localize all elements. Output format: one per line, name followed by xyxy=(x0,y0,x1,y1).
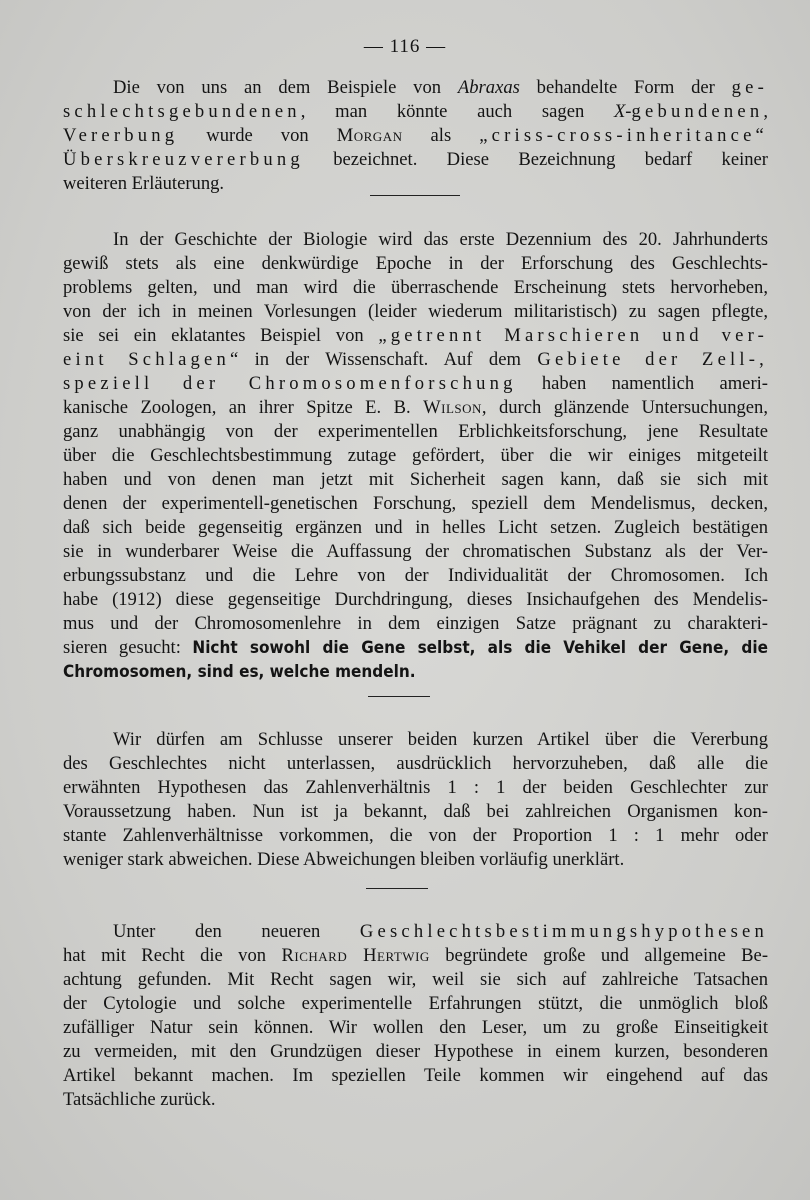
para2-line-19: Chromosomen, sind es, welche mendeln. xyxy=(63,662,416,682)
para2-line-3: problems gelten, und man wird die überraschende Erscheinung stets hervorheben, xyxy=(63,277,768,298)
para4-line-5: zufälliger Natur sein können. Wir wollen den Leser, um zu große Einseitigkeit xyxy=(63,1017,768,1038)
para4-line-4: der Cytologie und solche experimentelle Erfahrungen stützt, die unmöglich bloß xyxy=(63,993,768,1014)
section-divider xyxy=(370,195,460,196)
para2-line-10: über die Geschlechtsbestimmung zutage gefördert, über die wir einiges mitgeteilt xyxy=(63,445,768,466)
para2-line-7: speziell der Chromosomenforschung haben namentlich ameri- xyxy=(63,373,768,394)
para1-line-2: schlechtsgebundenen, man könnte auch sagen X-gebundenen, xyxy=(63,101,768,122)
section-divider xyxy=(366,888,428,889)
para2-line-8: kanische Zoologen, an ihrer Spitze E. B. Wilson, durch glänzende Untersuchungen, xyxy=(63,397,768,418)
para3-line-4: Voraussetzung haben. Nun ist ja bekannt, daß bei zahlreichen Organismen kon- xyxy=(63,801,768,822)
para2-line-15: erbungssubstanz und die Lehre von der Individualität der Chromosomen. Ich xyxy=(63,565,768,586)
para2-line-6: eint Schlagen“ in der Wissenschaft. Auf dem Gebiete der Zell-, xyxy=(63,349,768,370)
para2-line-5: sie sei ein eklatantes Beispiel von „getrennt Marschieren und ver- xyxy=(63,325,768,346)
para1-line-4: Überskreuzvererbung bezeichnet. Diese Bezeichnung bedarf keiner xyxy=(63,149,768,170)
para2-line-16: habe (1912) diese gegenseitige Durchdringung, dieses Insichaufgehen des Mendelis- xyxy=(63,589,768,610)
para4-line-8: Tatsächliche zurück. xyxy=(63,1089,216,1110)
para2-line-12: denen der experimentell-genetischen Forschung, speziell dem Mendelismus, decken, xyxy=(63,493,768,514)
para2-line-2: gewiß stets als eine denkwürdige Epoche in der Erforschung des Geschlechts- xyxy=(63,253,768,274)
para4-line-7: Artikel bekannt machen. Im speziellen Teile kommen wir eingehend auf das xyxy=(63,1065,768,1086)
para3-line-2: des Geschlechtes nicht unterlassen, ausdrücklich hervorzuheben, daß alle die xyxy=(63,753,768,774)
para1-line-1: Die von uns an dem Beispiele von Abraxas behandelte Form der ge- xyxy=(113,77,768,98)
para2-line-9: ganz unabhängig von der experimentellen Erblichkeitsforschung, jene Resultate xyxy=(63,421,768,442)
para3-line-1: Wir dürfen am Schlusse unserer beiden kurzen Artikel über die Vererbung xyxy=(113,729,768,750)
para4-line-3: achtung gefunden. Mit Recht sagen wir, weil sie sich auf zahlreiche Tatsachen xyxy=(63,969,768,990)
para3-line-3: erwähnten Hypothesen das Zahlenverhältnis 1 : 1 der beiden Geschlechter zur xyxy=(63,777,768,798)
page-number: — 116 — xyxy=(363,36,447,57)
para3-line-6: weniger stark abweichen. Diese Abweichungen bleiben vorläufig unerklärt. xyxy=(63,849,625,870)
section-divider xyxy=(368,696,430,697)
para2-line-14: sie in wunderbarer Weise die Auffassung der chromatischen Substanz als der Ver- xyxy=(63,541,768,562)
para1-line-3: Vererbung wurde von Morgan als „criss-cross-inheritance“ xyxy=(63,125,768,146)
para3-line-5: stante Zahlenverhältnisse vorkommen, die von der Proportion 1 : 1 mehr oder xyxy=(63,825,768,846)
para4-line-2: hat mit Recht die von Richard Hertwig begründete große und allgemeine Be- xyxy=(63,945,769,966)
para4-line-1: Unter den neueren Geschlechtsbestimmungshypothesen xyxy=(113,921,768,942)
para2-line-18: sieren gesucht: Nicht sowohl die Gene selbst, als die Vehikel der Gene, die xyxy=(63,637,768,658)
para2-line-1: In der Geschichte der Biologie wird das erste Dezennium des 20. Jahrhunderts xyxy=(113,229,768,250)
para2-line-4: von der ich in meinen Vorlesungen (leider wiederum militaristisch) zu sagen pflegte, xyxy=(63,301,768,322)
para2-line-11: haben und von denen man jetzt mit Sicherheit sagen kann, daß sie sich mit xyxy=(63,469,768,490)
para4-line-6: zu vermeiden, mit den Grundzügen dieser Hypothese in einem kurzen, besonderen xyxy=(63,1041,768,1062)
para2-line-17: mus und der Chromosomenlehre in dem einzigen Satze prägnant zu charakteri- xyxy=(63,613,768,634)
para1-line-5: weiteren Erläuterung. xyxy=(63,173,225,194)
para2-line-13: daß sich beide gegenseitig ergänzen und in helles Licht setzen. Zugleich bestätigen xyxy=(63,517,768,538)
